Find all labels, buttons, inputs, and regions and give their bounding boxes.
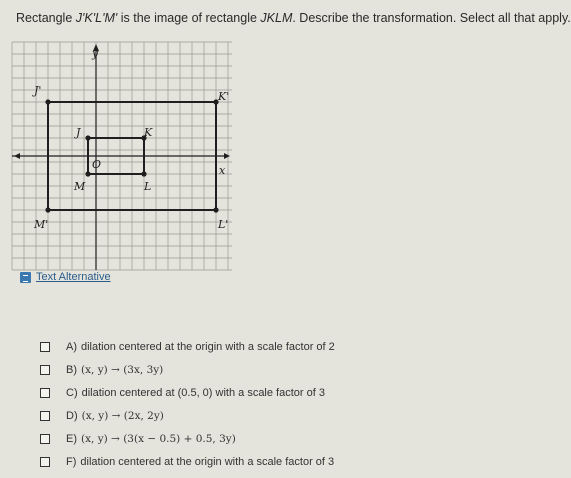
checkbox-f[interactable] (40, 457, 50, 467)
y-axis-label: y (92, 47, 99, 60)
label-j-prime: J' (34, 84, 42, 97)
option-letter: A) (66, 340, 77, 353)
checkbox-e[interactable] (40, 434, 50, 444)
origin-label: O (92, 158, 102, 171)
option-text: dilation centered at (0.5, 0) with a scale factor of 3 (81, 386, 325, 399)
option-text: dilation centered at the origin with a scale factor of 2 (81, 340, 335, 353)
option-f[interactable] (40, 450, 460, 473)
point-m (85, 171, 90, 176)
point-m-prime (45, 207, 50, 212)
option-a[interactable] (40, 335, 460, 358)
option-b[interactable] (40, 358, 460, 381)
text-alternative-label: Text Alternative (36, 271, 111, 283)
x-axis-arrow-right (224, 153, 230, 159)
label-k: K (144, 126, 153, 139)
option-text: (x, y) → (2x, 2y) (81, 409, 164, 422)
option-letter: F) (66, 455, 77, 468)
point-j (85, 135, 90, 140)
question-part: is the image of rectangle (117, 11, 261, 25)
label-l-prime: L' (218, 218, 229, 231)
question-part: . Describe the transformation. Select all that apply. (292, 11, 571, 25)
coordinate-graph (12, 42, 232, 270)
answer-options (40, 335, 460, 473)
question-text (16, 10, 571, 26)
label-m-prime: M' (34, 218, 49, 231)
checkbox-b[interactable] (40, 365, 50, 375)
option-c[interactable] (40, 381, 460, 404)
preimage-rectangle-name: JKLM (260, 11, 293, 25)
checkbox-a[interactable] (40, 342, 50, 352)
point-l-prime (213, 207, 218, 212)
text-alternative-link[interactable] (20, 271, 111, 283)
option-e[interactable] (40, 427, 460, 450)
label-j: J (76, 126, 81, 139)
x-axis-label: x (219, 164, 226, 177)
question-part: Rectangle (16, 11, 76, 25)
option-text: (x, y) → (3x, 3y) (81, 363, 164, 376)
option-letter: B) (66, 363, 77, 376)
x-axis-arrow-left (14, 153, 20, 159)
option-text: dilation centered at the origin with a scale factor of 3 (80, 455, 335, 468)
checkbox-c[interactable] (40, 388, 50, 398)
option-text: (x, y) → (3(x − 0.5) + 0.5, 3y) (81, 432, 236, 445)
label-k-prime: K' (218, 90, 230, 103)
label-l: L (144, 180, 152, 193)
point-j-prime (45, 99, 50, 104)
option-letter: C) (66, 386, 78, 399)
label-m: M (74, 180, 86, 193)
document-icon (20, 272, 31, 283)
point-l (141, 171, 146, 176)
option-letter: D) (66, 409, 78, 422)
option-letter: E) (66, 432, 77, 445)
option-d[interactable] (40, 404, 460, 427)
image-rectangle-name: J'K'L'M' (75, 11, 118, 25)
checkbox-d[interactable] (40, 411, 50, 421)
